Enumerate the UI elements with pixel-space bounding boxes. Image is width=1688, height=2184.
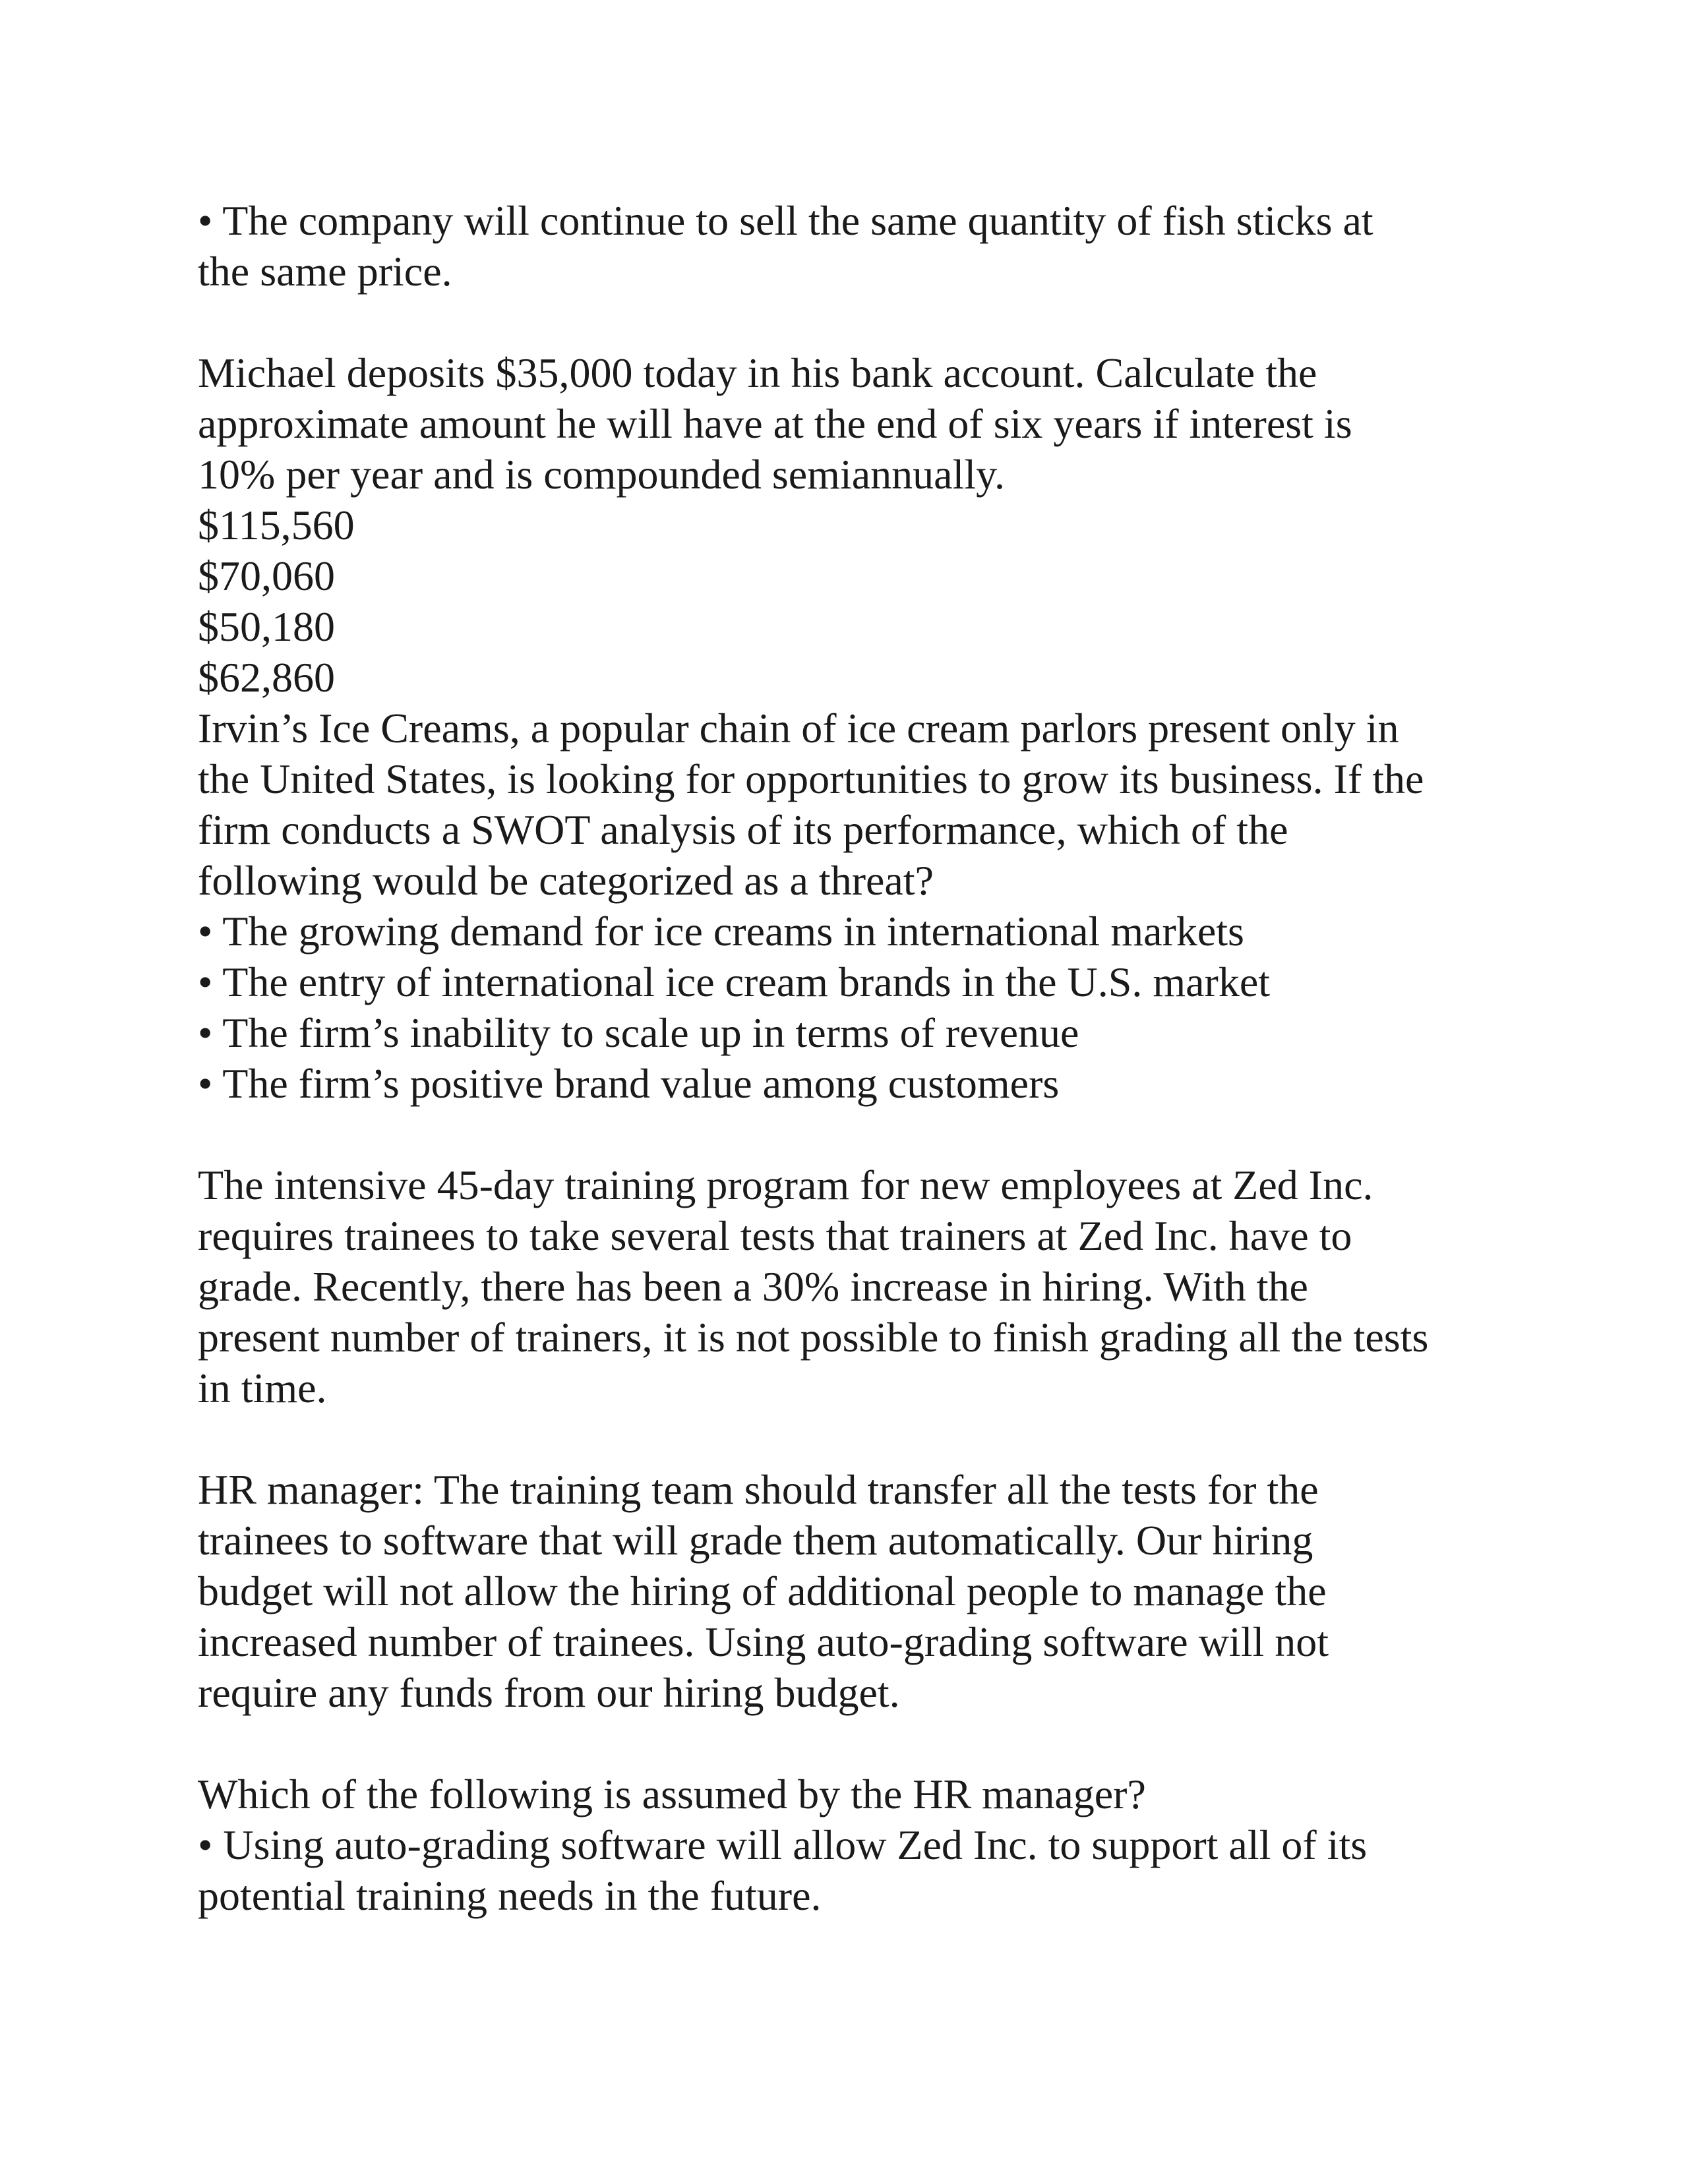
bullet-fish-sticks bbox=[198, 195, 1530, 297]
passage-line: grade. Recently, there has been a 30% increase in hiring. With the bbox=[198, 1263, 1308, 1310]
answer-option: $115,560 bbox=[198, 502, 355, 548]
statement-line: require any funds from our hiring budget. bbox=[198, 1669, 900, 1716]
passage-line: in time. bbox=[198, 1365, 327, 1411]
hr-manager-statement bbox=[198, 1464, 1530, 1718]
statement-line: budget will not allow the hiring of additional people to manage the bbox=[198, 1568, 1327, 1614]
answer-option: $70,060 bbox=[198, 552, 335, 599]
question-line: firm conducts a SWOT analysis of its performance, which of the bbox=[198, 806, 1288, 853]
statement-line: HR manager: The training team should transfer all the tests for the bbox=[198, 1466, 1319, 1513]
question-line: the United States, is looking for opportunities to grow its business. If the bbox=[198, 755, 1424, 802]
question-line: Which of the following is assumed by the HR manager? bbox=[198, 1771, 1146, 1817]
text-line: the same price. bbox=[198, 248, 452, 295]
answer-option: • The growing demand for ice creams in international markets bbox=[198, 908, 1244, 955]
question-line: 10% per year and is compounded semiannually. bbox=[198, 451, 1005, 498]
answer-option: • The firm’s positive brand value among customers bbox=[198, 1060, 1060, 1107]
document-page bbox=[198, 195, 1530, 1921]
paragraph-gap bbox=[198, 1413, 1530, 1464]
question-hr-assumption bbox=[198, 1769, 1530, 1921]
question-line: following would be categorized as a threat? bbox=[198, 857, 934, 904]
question-swot-threat bbox=[198, 703, 1530, 1109]
answer-option: $50,180 bbox=[198, 603, 335, 650]
question-line: Irvin’s Ice Creams, a popular chain of ice cream parlors present only in bbox=[198, 705, 1399, 752]
answer-option: • The firm’s inability to scale up in terms of revenue bbox=[198, 1009, 1079, 1056]
statement-line: increased number of trainees. Using auto-grading software will not bbox=[198, 1618, 1329, 1665]
passage-line: requires trainees to take several tests that trainers at Zed Inc. have to bbox=[198, 1212, 1352, 1259]
statement-line: trainees to software that will grade them automatically. Our hiring bbox=[198, 1517, 1313, 1564]
text-line: • The company will continue to sell the same quantity of fish sticks at bbox=[198, 197, 1373, 244]
question-line: Michael deposits $35,000 today in his bank account. Calculate the bbox=[198, 349, 1317, 396]
question-line: approximate amount he will have at the end of six years if interest is bbox=[198, 400, 1352, 447]
passage-line: The intensive 45-day training program for new employees at Zed Inc. bbox=[198, 1162, 1373, 1208]
answer-option: • The entry of international ice cream brands in the U.S. market bbox=[198, 959, 1270, 1005]
answer-option: • Using auto-grading software will allow Zed Inc. to support all of its bbox=[198, 1821, 1368, 1868]
passage-line: present number of trainers, it is not possible to finish grading all the tests bbox=[198, 1314, 1429, 1361]
paragraph-gap bbox=[198, 1109, 1530, 1160]
paragraph-gap bbox=[198, 297, 1530, 347]
question-compound-interest bbox=[198, 347, 1530, 703]
passage-training-program bbox=[198, 1160, 1530, 1413]
answer-option: potential training needs in the future. bbox=[198, 1872, 822, 1919]
paragraph-gap bbox=[198, 1718, 1530, 1769]
answer-option: $62,860 bbox=[198, 654, 335, 701]
